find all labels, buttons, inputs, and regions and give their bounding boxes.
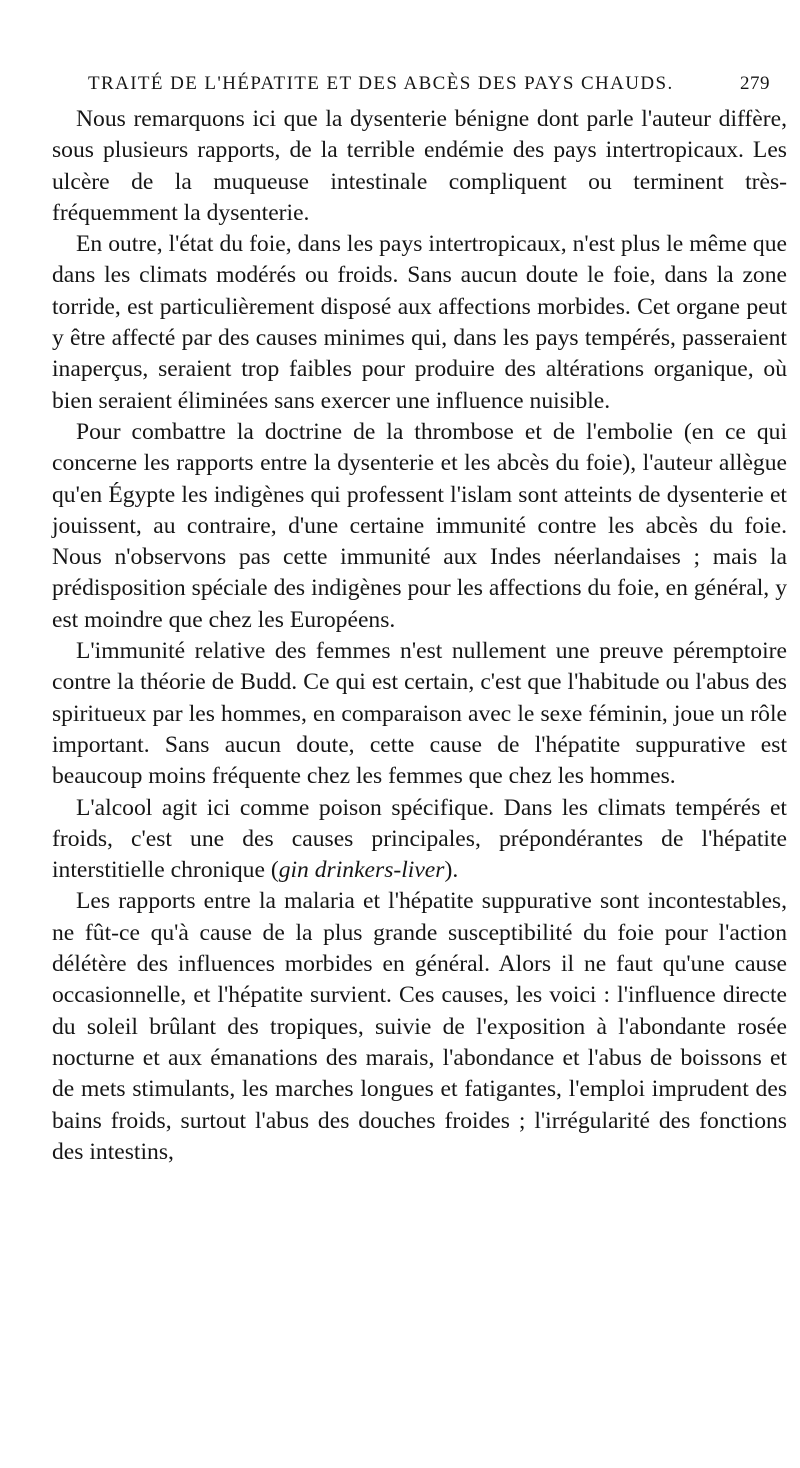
paragraph-malaria: Les rapports entre la malaria et l'hépatite suppurative sont incontestables, ne fût-ce qu'à cause de la plus grande susceptibilité du foie pour l'action délétère des influences morbides en général. Alors il ne faut qu'une cause occasionnelle, et l'hépatite survient. Ces causes, les voici : l'influence directe du soleil brûlant des tropiques, suivie de l'exposition à l'abondante rosée nocturne et aux émanations des marais, l'abondance et l'abus de boissons et de mets stimulants, les marches longues et fatigantes, l'emploi imprudent des bains froids, surtout l'abus des douches froides ; l'irrégularité des fonctions des intestins, (52, 888, 787, 1165)
alcool-text: L'alcool agit ici comme poison spécifique. Dans les climats tempérés et froids, c'est une des causes principales, prépondérantes de l'hépatite interstitielle chronique ( (52, 794, 787, 884)
paragraph-etat-du-foie: En outre, l'état du foie, dans les pays intertropicaux, n'est plus le même que dans les climats modérés ou froids. Sans aucun doute le foie, dans la zone torride, est particulièrement disposé aux affections morbides. Cet organe peut y être affecté par des causes minimes qui, dans les pays tempérés, passeraient inaperçus, seraient trop faibles pour produire des altérations organique, où bien seraient éliminées sans exercer une influence nuisible. (52, 231, 787, 414)
running-title: TRAITÉ DE L'HÉPATITE ET DES ABCÈS DES PAYS CHAUDS. (88, 73, 674, 94)
alcool-closing: ). (444, 857, 459, 884)
body-text (52, 104, 787, 1168)
running-header (88, 64, 770, 104)
paragraph-immunite-femmes: L'immunité relative des femmes n'est nullement une preuve péremptoire contre la théorie de Budd. Ce qui est certain, c'est que l'habitude ou l'abus des spiritueux par les hommes, en comparaison avec le sexe féminin, joue un rôle important. Sans aucun doute, cette cause de l'hépatite suppurative est beaucoup moins fréquente chez les femmes que chez les hommes. (52, 638, 787, 790)
page-number: 279 (740, 73, 770, 94)
alcool-italic-term: gin drinkers-liver (278, 857, 445, 884)
paragraph-alcool (52, 793, 787, 887)
paragraph-thrombose: Pour combattre la doctrine de la thrombose et de l'embolie (en ce qui concerne les rapports entre la dysenterie et les abcès du foie), l'auteur allègue qu'en Égypte les indigènes qui professent l'islam sont atteints de dysenterie et jouissent, au contraire, d'une certaine immunité contre les abcès du foie. Nous n'observons pas cette immunité aux Indes néerlandaises ; mais la prédisposition spéciale des indigènes pour les affections du foie, en général, y est moindre que chez les Européens. (52, 418, 787, 633)
paragraph-dysenterie: Nous remarquons ici que la dysenterie bénigne dont parle l'auteur diffère, sous plusieurs rapports, de la terrible endémie des pays intertropicaux. Les ulcère de la muqueuse intestinale compliquent ou terminent très-fréquemment la dysenterie. (52, 106, 787, 226)
